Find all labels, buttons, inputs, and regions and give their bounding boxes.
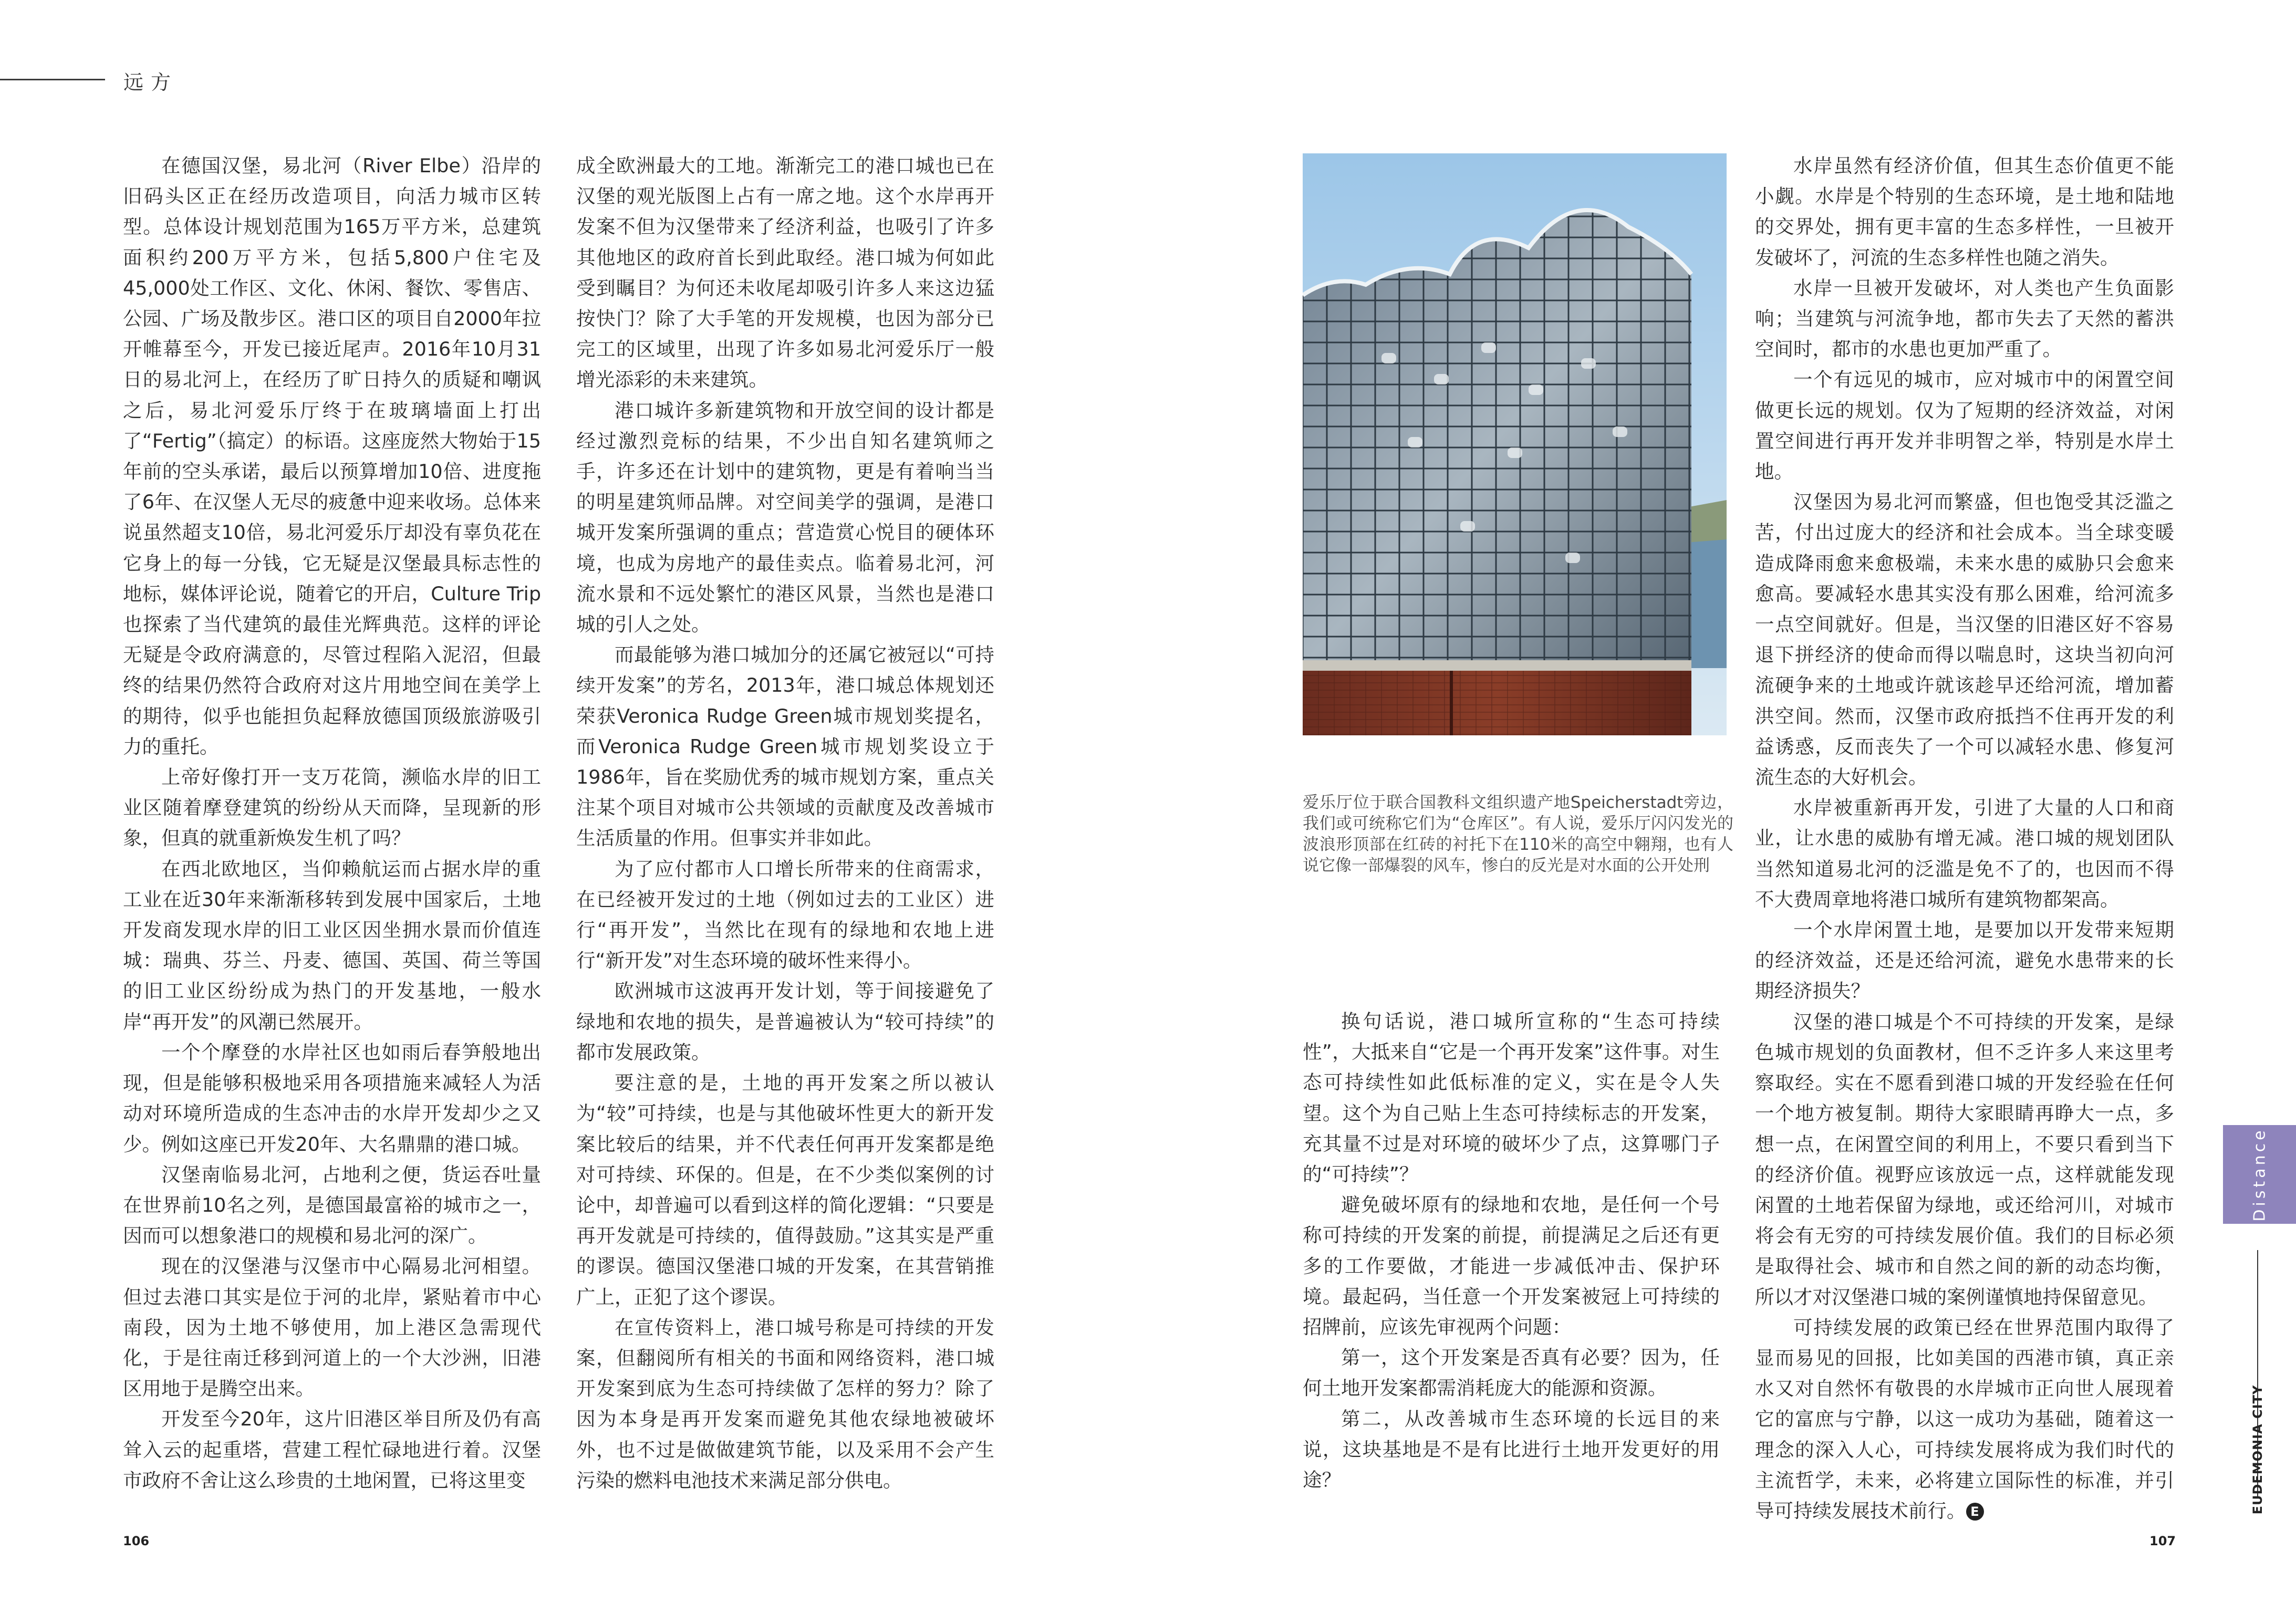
text-column-1 xyxy=(123,151,541,1496)
paragraph: 第二，从改善城市生态环境的长远目的来说，这块基地是不是有比进行土地开发更好的用途？ xyxy=(1303,1407,1720,1492)
paragraph: 而最能够为港口城加分的还属它被冠以“可持续开发案”的芳名，2013年，港口城总体规划还荣获Veronica Rudge Green城市规划奖提名，而Veronica Rudge Green城市规划奖设立于1986年，旨在奖励优秀的城市规划方案，重点关注某个项目对城市公共领域的贡献度及改善城市生活质量的作用。但事实并非如此。 xyxy=(576,643,994,850)
paragraph: 一个有远见的城市，应对城市中的闲置空间做更长远的规划。仅为了短期的经济效益，对闲置空间进行再开发并非明智之举，特别是水岸土地。 xyxy=(1755,368,2174,483)
paragraph: 在西北欧地区，当仰赖航运而占据水岸的重工业在近30年来渐渐移转到发展中国家后，土地开发商发现水岸的旧工业区因坐拥水景而价值连城：瑞典、芬兰、丹麦、德国、英国、荷兰等国的旧工业区纷纷成为热门的开发基地，一般水岸“再开发”的风潮已然展开。 xyxy=(123,857,541,1033)
paragraph: 汉堡的港口城是个不可持续的开发案，是绿色城市规划的负面教材，但不乏许多人来这里考察取经。实在不愿看到港口城的开发经验在任何一个地方被复制。期待大家眼睛再睁大一点，多想一点，在闲置空间的利用上，不要只看到当下的经济价值。视野应该放远一点，这样就能发现闲置的土地若保留为绿地，或还给河川，对城市将会有无穷的可持续发展价值。我们的目标必须是取得社会、城市和自然之间的新的动态均衡，所以才对汉堡港口城的案例谨慎地持保留意见。 xyxy=(1755,1010,2174,1308)
paragraph: 港口城许多新建筑物和开放空间的设计都是经过激烈竞标的结果，不少出自知名建筑师之手，许多还在计划中的建筑物，更是有着响当当的明星建筑师品牌。对空间美学的强调，是港口城开发案所强调的重点；营造赏心悦目的硬体环境，也成为房地产的最佳卖点。临着易北河，河流水景和不远处繁忙的港区风景，当然也是港口城的引人之处。 xyxy=(576,399,994,636)
text-column-4 xyxy=(1755,151,2174,1526)
paragraph: 水岸虽然有经济价值，但其生态价值更不能小觑。水岸是个特别的生态环境，是土地和陆地的交界处，拥有更丰富的生态多样性，一旦被开发破坏了，河流的生态多样性也随之消失。 xyxy=(1755,154,2174,269)
side-tab xyxy=(2223,1125,2296,1224)
paragraph: 上帝好像打开一支万花筒，濒临水岸的旧工业区随着摩登建筑的纷纷从天而降，呈现新的形象，但真的就重新焕发生机了吗？ xyxy=(123,766,541,850)
paragraph: 开发至今20年，这片旧港区举目所及仍有高耸入云的起重塔，营建工程忙碌地进行着。汉堡市政府不舍让这么珍贵的土地闲置，已将这里变 xyxy=(123,1408,541,1492)
paragraph: 第一，这个开发案是否真有必要？因为，任何土地开发案都需消耗庞大的能源和资源。 xyxy=(1303,1346,1720,1400)
page-number-left: 106 xyxy=(123,1534,150,1548)
paragraph: 现在的汉堡港与汉堡市中心隔易北河相望。但过去港口其实是位于河的北岸，紧贴着市中心南段，因为土地不够使用，加上港区急需现代化，于是往南迁移到河道上的一个大沙洲，旧港区用地于是腾空出来。 xyxy=(123,1255,541,1400)
photo-caption: 爱乐厅位于联合国教科文组织遗产地Speicherstadt旁边，我们或可统称它们为“仓库区”。有人说，爱乐厅闪闪发光的波浪形顶部在红砖的衬托下在110米的高空中翱翔，也有人说它像一部爆裂的风车，惨白的反光是对水面的公开处刑 xyxy=(1303,793,1733,875)
paragraph: 在宣传资料上，港口城号称是可持续的开发案，但翻阅所有相关的书面和网络资料，港口城开发案到底为生态可持续做了怎样的努力？除了因为本身是再开发案而避免其他农绿地被破坏外，也不过是做做建筑节能，以及采用不会产生污染的燃料电池技术来满足部分供电。 xyxy=(576,1316,994,1492)
paragraph: 汉堡南临易北河，占地利之便，货运吞吐量在世界前10名之列，是德国最富裕的城市之一，因而可以想象港口的规模和易北河的深广。 xyxy=(123,1163,541,1247)
paragraph: 汉堡因为易北河而繁盛，但也饱受其泛滥之苦，付出过庞大的经济和社会成本。当全球变暖造成降雨愈来愈极端，未来水患的威胁只会愈来愈高。要减轻水患其实没有那么困难，给河流多一点空间就好。但是，当汉堡的旧港区好不容易退下拼经济的使命而得以喘息时，这块当初向河流硬争来的土地或许就该趁早还给河流，增加蓄洪空间。然而，汉堡市政府抵挡不住再开发的利益诱惑，反而丧失了一个可以减轻水患、修复河流生态的大好机会。 xyxy=(1755,491,2174,789)
paragraph: 为了应付都市人口增长所带来的住商需求，在已经被开发过的土地（例如过去的工业区）进行“再开发”，当然比在现有的绿地和农地上进行“新开发”对生态环境的破坏性来得小。 xyxy=(576,857,994,972)
paragraph xyxy=(1755,1313,2174,1526)
section-title: 远方 xyxy=(123,71,179,94)
paragraph: 一个个摩登的水岸社区也如雨后春笋般地出现，但是能够积极地采用各项措施来减轻人为活动对环境所造成的生态冲击的水岸开发却少之又少。例如这座已开发20年、大名鼎鼎的港口城。 xyxy=(123,1040,541,1156)
header-rule xyxy=(0,79,105,80)
vertical-brand: EUDEMONIA CITY xyxy=(2250,1385,2265,1515)
page-number-right: 107 xyxy=(2149,1534,2176,1548)
text-column-3 xyxy=(1303,1006,1720,1495)
paragraph: 欧洲城市这波再开发计划，等于间接避免了绿地和农地的损失，是普遍被认为“较可持续”的都市发展政策。 xyxy=(576,980,994,1064)
text-column-2 xyxy=(576,151,994,1496)
paragraph: 成全欧洲最大的工地。渐渐完工的港口城也已在汉堡的观光版图上占有一席之地。这个水岸再开发案不但为汉堡带来了经济利益，也吸引了许多其他地区的政府首长到此取经。港口城为何如此受到瞩目？为何还未收尾却吸引许多人来这边猛按快门？除了大手笔的开发规模，也因为部分已完工的区域里，出现了许多如易北河爱乐厅一般增光添彩的未来建筑。 xyxy=(576,154,994,391)
paragraph: 在德国汉堡，易北河（River Elbe）沿岸的旧码头区正在经历改造项目，向活力城市区转型。总体设计规划范围为165万平方米，总建筑面积约200万平方米，包括5,800户住宅及45,000处工作区、文化、休闲、餐饮、零售店、公园、广场及散步区。港口区的项目自2000年拉开帷幕至今，开发已接近尾声。2016年10月31日的易北河上，在经历了旷日持久的质疑和嘲讽之后，易北河爱乐厅终于在玻璃墙面上打出了“Fertig”（搞定）的标语。这座庞然大物始于15年前的空头承诺，最后以预算增加10倍、进度拖了6年、在汉堡人无尽的疲惫中迎来收场。总体来说虽然超支10倍，易北河爱乐厅却没有辜负花在它身上的每一分钱，它无疑是汉堡最具标志性的地标，媒体评论说，随着它的开启，Culture Trip也探索了当代建筑的最佳光辉典范。这样的评论无疑是令政府满意的，尽管过程陷入泥沼，但最终的结果仍然符合政府对这片用地空间在美学上的期待，似乎也能担负起释放德国顶级旅游吸引力的重托。 xyxy=(123,154,541,758)
end-mark-icon: E xyxy=(1966,1503,1984,1521)
paragraph-text: 可持续发展的政策已经在世界范围内取得了显而易见的回报，比如美国的西港市镇，真正亲水又对自然怀有敬畏的水岸城市正向世人展现着它的富庶与宁静，以这一成功为基础，随着这一理念的深入人心，可持续发展将成为我们时代的主流哲学，未来，必将建立国际性的标准，并引导可持续发展技术前行。 xyxy=(1755,1316,2174,1522)
paragraph: 避免破坏原有的绿地和农地，是任何一个号称可持续的开发案的前提，前提满足之后还有更多的工作要做，才能进一步减低冲击、保护环境。最起码，当任意一个开发案被冠上可持续的招牌前，应该先审视两个问题： xyxy=(1303,1193,1720,1339)
paragraph: 换句话说，港口城所宣称的“生态可持续性”，大抵来自“它是一个再开发案”这件事。对生态可持续性如此低标准的定义，实在是令人失望。这个为自己贴上生态可持续标志的开发案，充其量不过是对环境的破坏少了点，这算哪门子的“可持续”？ xyxy=(1303,1010,1720,1186)
elbphilharmonie-photo xyxy=(1303,153,1727,735)
paragraph: 水岸一旦被开发破坏，对人类也产生负面影响；当建筑与河流争地，都市失去了天然的蓄洪空间时，都市的水患也更加严重了。 xyxy=(1755,276,2174,361)
side-tab-label: Distance xyxy=(2250,1127,2269,1222)
paragraph: 一个水岸闲置土地，是要加以开发带来短期的经济效益，还是还给河流，避免水患带来的长期经济损失？ xyxy=(1755,919,2174,1003)
paragraph: 要注意的是，土地的再开发案之所以被认为“较”可持续，也是与其他破坏性更大的新开发案比较后的结果，并不代表任何再开发案都是绝对可持续、环保的。但是，在不少类似案例的讨论中，却普遍可以看到这样的简化逻辑：“只要是再开发就是可持续的，值得鼓励。”这其实是严重的谬误。德国汉堡港口城的开发案，在其营销推广上，正犯了这个谬误。 xyxy=(576,1071,994,1308)
paragraph: 水岸被重新再开发，引进了大量的人口和商业，让水患的威胁有增无减。港口城的规划团队当然知道易北河的泛滥是免不了的，也因而不得不大费周章地将港口城所有建筑物都架高。 xyxy=(1755,796,2174,911)
